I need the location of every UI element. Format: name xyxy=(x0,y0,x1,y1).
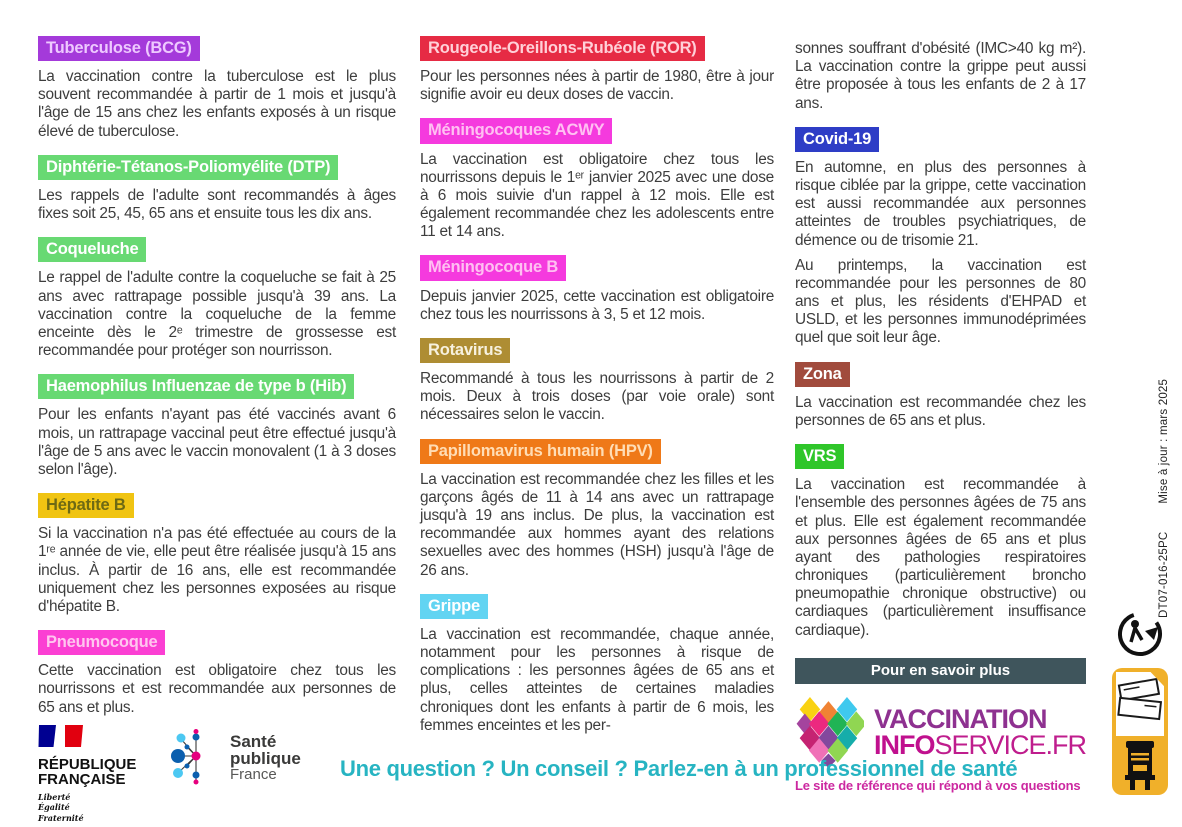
devise-liberte: Liberté xyxy=(38,791,71,802)
republique-francaise-logo xyxy=(38,724,158,823)
section-text: En automne, en plus des personnes à risque ciblée par la grippe, cette vaccination est aussi recommandée aux personnes atteintes de troubles psychiatriques, de démence ou de trisomie 21. xyxy=(795,158,1086,249)
document-update-date: Mise à jour : mars 2025 xyxy=(1158,378,1170,504)
vis-logo-info: INFO xyxy=(873,729,935,760)
badge-hpv: Papillomavirus humain (HPV) xyxy=(420,439,661,464)
section-text: Recommandé à tous les nourrissons à partir de 2 mois. Deux à trois doses (par voie orale) sont nécessaires selon le vaccin. xyxy=(420,370,774,424)
section-text: La vaccination contre la tuberculose est le plus souvent recommandée à partir de 1 mois et jusqu'à l'âge de 15 ans chez les enfants exposés à un risque élevé de tuberculose. xyxy=(38,68,396,140)
marianne-line2: FRANÇAISE xyxy=(38,771,126,789)
document-reference-vertical xyxy=(1158,288,1170,618)
badge-dtp: Diphtérie-Tétanos-Poliomyélite (DTP) xyxy=(38,155,338,180)
section-zona xyxy=(795,348,1086,430)
section-text-grippe-continuation: sonnes souffrant d'obésité (IMC>40 kg m²). La vaccination contre la grippe peut aussi être proposée à tous les enfants de 2 à 17 ans. xyxy=(795,40,1086,112)
section-text: Au printemps, la vaccination est recommandée pour les personnes de 80 ans et plus, les résidents d'EHPAD et USLD, et les personnes immunodéprimées quel que soit leur âge. xyxy=(795,256,1086,347)
column-3 xyxy=(795,34,1086,793)
postbox-icon xyxy=(1120,739,1160,791)
savoir-plus-bar: Pour en savoir plus xyxy=(795,658,1086,684)
badge-ror: Rougeole-Oreillons-Rubéole (ROR) xyxy=(420,36,705,61)
sante-publique-france-logo xyxy=(166,728,301,786)
section-text: Les rappels de l'adulte sont recommandés à âges fixes soit 25, 45, 65 ans et ensuite tous les dix ans. xyxy=(38,186,396,223)
section-text: La vaccination est obligatoire chez tous les nourrissons depuis le 1ᵉʳ janvier 2025 avec une dose à 6 mois suivie d'un rappel à 12 mois. Elle est également recommandée chez les adolescents entre 11 et 14 ans. xyxy=(420,150,774,241)
badge-rotavirus: Rotavirus xyxy=(420,338,510,363)
badge-grippe: Grippe xyxy=(420,594,488,619)
section-meningocoque-b xyxy=(420,241,774,323)
vis-logo-tagline: Le site de référence qui répond à vos questions xyxy=(795,777,1081,793)
column-2 xyxy=(420,34,774,793)
content-columns xyxy=(38,34,1086,793)
badge-pneumocoque: Pneumocoque xyxy=(38,630,165,655)
badge-vrs: VRS xyxy=(795,444,844,469)
section-ror xyxy=(420,34,774,104)
badge-coqueluche: Coqueluche xyxy=(38,237,146,262)
section-text: La vaccination est recommandée, chaque année, notamment pour les personnes à risque de complications : les personnes âgées de 65 ans et plus, celles atteintes de certaines maladies chroniques dont les enfants à partir de 6 mois, les femmes enceintes et les per- xyxy=(420,625,774,734)
vis-logo-service: SERVICE.FR xyxy=(934,729,1086,760)
spf-line3: France xyxy=(230,765,277,783)
badge-zona: Zona xyxy=(795,362,850,387)
devise-fraternite: Fraternité xyxy=(38,812,84,823)
badge-covid-19: Covid-19 xyxy=(795,127,879,152)
section-text: Cette vaccination est obligatoire chez tous les nourrissons et est recommandée aux personnes de 65 ans et plus. xyxy=(38,662,396,716)
section-coqueluche xyxy=(38,223,396,360)
vis-logo-line1: VACCINATION xyxy=(873,704,1047,735)
marianne-line1: RÉPUBLIQUE xyxy=(38,756,137,773)
section-hepatite-b xyxy=(38,479,396,616)
section-grippe xyxy=(420,580,774,735)
french-flag-icon xyxy=(38,724,84,749)
section-covid-19 xyxy=(795,113,1086,348)
section-meningocoques-acwy xyxy=(420,104,774,241)
section-hib xyxy=(38,360,396,479)
section-text: Depuis janvier 2025, cette vaccination est obligatoire chez tous les nourrissons à 3, 5 et 12 mois. xyxy=(420,287,774,323)
spf-line1: Santé xyxy=(230,731,277,751)
section-dtp xyxy=(38,141,396,223)
spf-network-icon xyxy=(166,728,224,786)
section-text: Pour les enfants n'ayant pas été vaccinés avant 6 mois, un rattrapage vaccinal peut être effectué jusqu'à l'âge de 5 ans avec le vaccin monovalent (1 à 3 doses selon l'âge). xyxy=(38,406,396,478)
letters-icon xyxy=(1116,672,1164,736)
post-mailbox-icon xyxy=(1112,668,1168,795)
section-text: La vaccination est recommandée à l'ensemble des personnes âgées de 75 ans et plus. Elle est également recommandée aux personnes âgées de 65 ans et plus ayant des pathologies respiratoires chroniques (particulièrement broncho pneumopathie chronique obstructive) ou cardiaques (particulièrement insuffisance cardiaque). xyxy=(795,476,1086,639)
badge-tuberculose: Tuberculose (BCG) xyxy=(38,36,200,61)
section-text: Pour les personnes nées à partir de 1980, être à jour signifie avoir eu deux doses de vaccin. xyxy=(420,68,774,104)
column-1 xyxy=(38,34,396,793)
footer-tagline: Une question ? Un conseil ? Parlez-en à un professionnel de santé xyxy=(340,756,1018,781)
section-text: La vaccination est recommandée chez les filles et les garçons âgés de 11 à 14 ans avec un rattrapage jusqu'à 19 ans inclus. De plus, la vaccination est recommandée aux hommes ayant des relations sexuelles avec des hommes (HSH) jusqu'à l'âge de 26 ans. xyxy=(420,470,774,579)
badge-hib: Haemophilus Influenzae de type b (Hib) xyxy=(38,374,354,399)
badge-meningocoques-acwy: Méningocoques ACWY xyxy=(420,118,612,143)
badge-meningocoque-b: Méningocoque B xyxy=(420,255,566,280)
section-tuberculose xyxy=(38,34,396,141)
badge-hepatite-b: Hépatite B xyxy=(38,493,134,518)
triman-recycling-icon xyxy=(1116,610,1164,663)
section-text: Si la vaccination n'a pas été effectuée au cours de la 1ʳᵉ année de vie, elle peut être réalisée jusqu'à 15 ans inclus. À partir de 16 ans, elle est recommandée uniquement chez les personnes exposées au risque d'hépatite B. xyxy=(38,525,396,615)
section-vrs xyxy=(795,430,1086,640)
section-text: Le rappel de l'adulte contre la coqueluche se fait à 25 ans avec rattrapage possible jusqu'à 39 ans. La vaccination contre la coqueluche de la femme enceinte dès le 2ᵉ trimestre de grossesse est recommandée pour protéger son nourrisson. xyxy=(38,269,396,360)
section-hpv xyxy=(420,425,774,580)
section-rotavirus xyxy=(420,324,774,425)
spf-line2: publique xyxy=(230,748,301,768)
section-text: La vaccination est recommandée chez les personnes de 65 ans et plus. xyxy=(795,393,1086,429)
section-pneumocoque xyxy=(38,616,396,717)
document-ref: DT07-016-25PC xyxy=(1158,531,1170,618)
devise-egalite: Égalité xyxy=(38,802,70,813)
